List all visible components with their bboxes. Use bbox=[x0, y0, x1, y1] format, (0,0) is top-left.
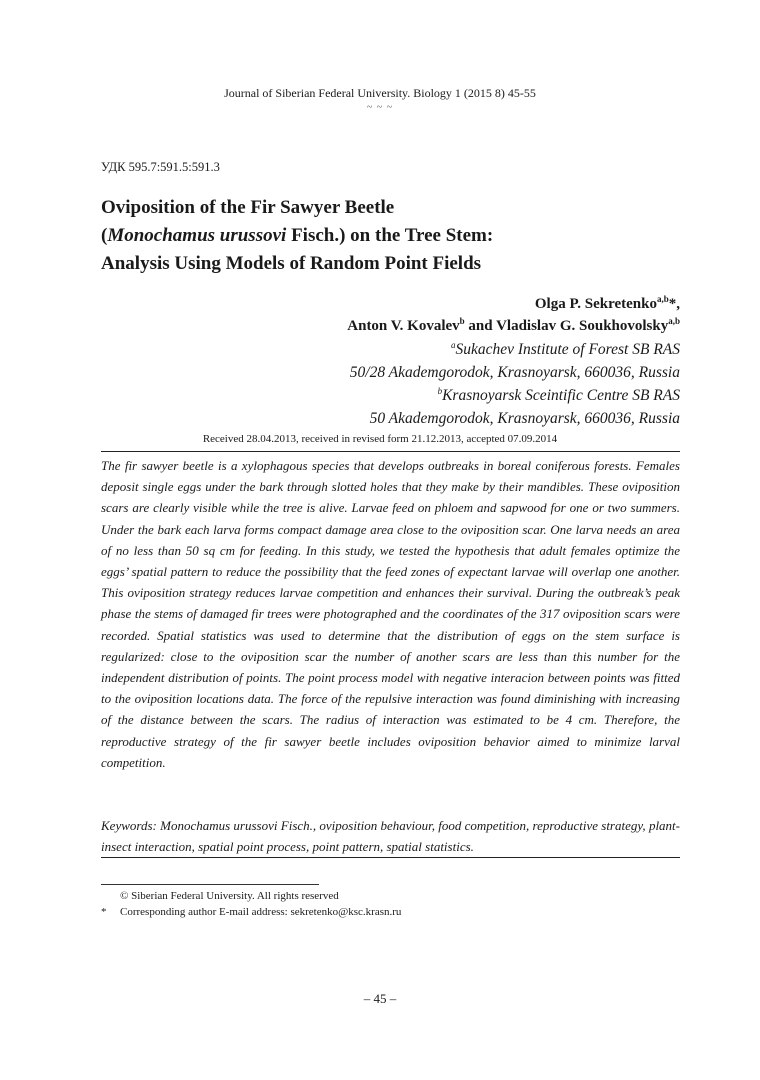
corresponding-author-footnote: * Corresponding author E-mail address: sekretenko@ksc.krasn.ru bbox=[101, 906, 402, 918]
title-line-3: Analysis Using Models of Random Point Fields bbox=[101, 253, 482, 274]
header-ornament: ~ ~ ~ bbox=[366, 102, 394, 113]
affiliation-a-address: 50/28 Akademgorodok, Krasnoyarsk, 660036, Russia bbox=[349, 364, 680, 381]
journal-header: Journal of Siberian Federal University. Biology 1 (2015 8) 45-55 bbox=[224, 86, 536, 100]
keywords-bottom-rule bbox=[101, 857, 680, 858]
paper-title bbox=[101, 194, 681, 278]
copyright-footnote: © Siberian Federal University. All rights reserved bbox=[120, 890, 339, 902]
affiliations bbox=[350, 338, 680, 430]
keywords: Keywords: Monochamus urussovi Fisch., oviposition behaviour, food competition, reproductive strategy, plant-insect interaction, spatial point process, point pattern, spatial statistics. bbox=[101, 818, 680, 854]
author-list bbox=[347, 293, 680, 337]
author-line-2: Anton V. Kovalev$^b$ and Vladislav G. Soukhovolsky$^{a,b}$ bbox=[347, 316, 680, 334]
title-line-2: (Monochamus urussovi Fisch.) on the Tree Stem: bbox=[101, 225, 494, 246]
affiliation-b-address: 50 Akademgorodok, Krasnoyarsk, 660036, Russia bbox=[369, 410, 680, 427]
udc-code: УДК 595.7:591.5:591.3 bbox=[101, 160, 220, 174]
title-line-1: Oviposition of the Fir Sawyer Beetle bbox=[101, 197, 395, 218]
page-number: – 45 – bbox=[363, 991, 397, 1006]
abstract-top-rule bbox=[101, 451, 680, 452]
abstract-text: The fir sawyer beetle is a xylophagous species that develops outbreaks in boreal coniferous forests. Females deposit single eggs under the bark through slotted holes that they make by their mandibles. These oviposition scars are clearly visible while the tree is alive. Larvae feed on phloem and sapwood for one or two summers. Under the bark each larva forms compact damage area close to the oviposition scar. One larva needs an area of no less than 50 sq cm for feeding. In this study, we tested the hypothesis that adult females optimize the eggs’ spatial pattern to reduce the possibility that the feed zones of expectant larvae will overlap one another. This oviposition strategy reduces larvae competition and enhances their survival. During the outbreak’s peak phase the stems of damaged fir trees were photographed and the coordinates of the 317 oviposition scars were recorded. Spatial statistics was used to determine that the distribution of eggs on the stem surface is regularized: close to the oviposition scar the number of another scars are less than this number for the independent distribution of points. The point process model with negative interacion between points was fitted to the oviposition locations data. The force of the repulsive interaction was found diminishing with increasing of the distance between the scars. The radius of interaction was estimated to be 4 cm. Therefore, the reproductive strategy of the fir sawyer beetle includes oviposition behavior aimed to minimize larval competition. bbox=[101, 458, 680, 770]
received-dates: Received 28.04.2013, received in revised form 21.12.2013, accepted 07.09.2014 bbox=[202, 433, 558, 445]
author-line-1: Olga P. Sekretenko$^{a,b}$*, bbox=[534, 294, 680, 312]
affiliation-a-name: $^a$Sukachev Institute of Forest SB RAS bbox=[450, 339, 680, 358]
author-name: Anton V. Kovalev bbox=[347, 318, 460, 334]
author-name: Olga P. Sekretenko bbox=[534, 296, 657, 312]
species-name: Monochamus urussovi bbox=[107, 225, 287, 246]
affiliation-b-name: $^b$Krasnoyarsk Sceintific Centre SB RAS bbox=[437, 385, 680, 404]
footnote-rule bbox=[101, 884, 319, 885]
